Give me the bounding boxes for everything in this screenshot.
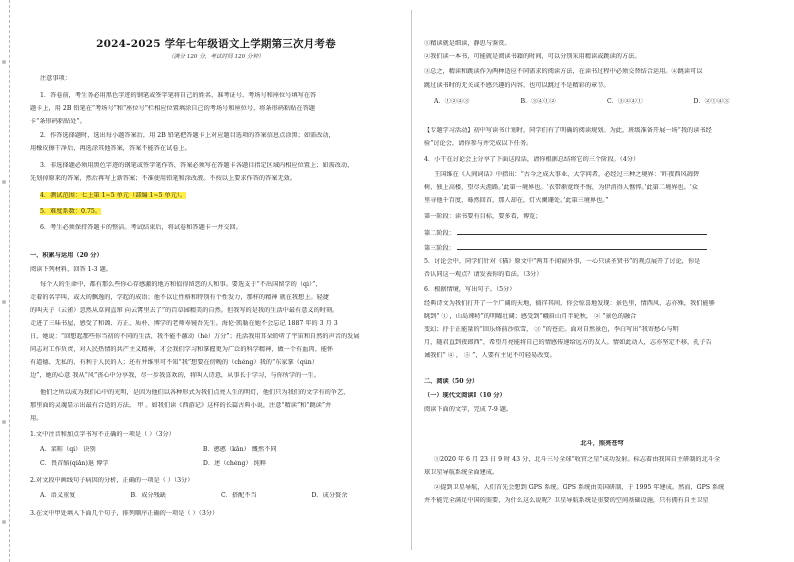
question-6-line: 眺到“ ① ，山岛竦峙”的明曜壮阔；感受到“峨眉山月半轮秋， ② ”景色的融合	[424, 313, 637, 320]
column-divider	[411, 10, 412, 550]
option[interactable]: C．畏首缩(qiǎn)退 博学	[40, 460, 109, 467]
note-line: 2．作答选择题时，选出每小题答案后，用 2B 铅笔把答题卡上对应题目选项的答案信息点涂黑；如需改动，	[40, 132, 335, 139]
section-heading: 二、阅读（50 分）	[424, 378, 479, 385]
stage-1-line: 第一阶段：读书要有目标，要多看，博览；	[424, 213, 542, 220]
option[interactable]: D．述（chéng） 纯粹	[202, 460, 267, 467]
question-2-stem: 2.对文段中画线句子病因的分析，正确的一项是（ ）（3分）	[30, 477, 194, 484]
article-line: 球卫星导航系统全面建成。	[424, 469, 499, 476]
note-line: 题卡上，用 2B 铅笔在“考场号”和“座位号”栏相应位置填涂自己的考场号和座位号，将条形码粘贴在答题	[30, 105, 315, 112]
option[interactable]: C．搭配不当	[221, 492, 257, 499]
seam-dot	[2, 420, 6, 424]
subsection-heading: （一）现代文阅读Ⅰ（10 分）	[424, 392, 506, 399]
option[interactable]: B．成分残缺	[130, 492, 166, 499]
quote-line: 里寻他千百度，蓦然回首，那人却在，灯火阑珊处。’此第三境界也。”	[424, 197, 609, 204]
question-5-line: 5．讨论会中，同学们针对《猫》原文中“两耳不闻窗外事，一心只读圣贤书”的观点展开了讨论，你是	[424, 258, 701, 265]
article-title: 北斗，照亮苍穹	[580, 440, 624, 447]
question-1-options	[30, 460, 402, 468]
stage-2-label: 第二阶段：	[424, 230, 455, 236]
sentence-option-line: ①精读就是细读，静思与鉴赏。	[424, 40, 511, 47]
option[interactable]: B．③④①②	[520, 98, 556, 105]
passage-line: 用。	[30, 415, 43, 422]
task-intro-line: 验”讨论会，请你参与并完成以下任务。	[424, 140, 533, 147]
reading-intro: 阅读下列材料，回答 1-3 题。	[30, 266, 112, 273]
passage-line: 同志对工作负责，对人民热情的共产主义精神，才会我们学习和掌握更为广泛的科学精神，做一个有血肉、能怀	[30, 346, 334, 353]
exam-title: 2024-2025 学年七年级语文上学期第三次月考卷	[96, 38, 336, 50]
option[interactable]: D．②①④③	[693, 98, 730, 105]
note-line: 先划掉原来的答案，然后再写上新答案；不准使用铅笔和涂改液。不按以上要求作答的答案无效。	[30, 175, 297, 182]
stage-3-line	[424, 243, 780, 251]
note-line: 3．非选择题必须用黑色字迹的钢笔或签字笔作答，答案必须写在答题卡各题目指定区域内相应位置上；如需改动，	[40, 162, 354, 169]
option[interactable]: B．憨憨（kān） 慨然不同	[202, 446, 277, 453]
note-highlight-scope	[30, 192, 402, 200]
question-1-stem: 1.文中注音和加点字书写不正确的一项是（ ）（3分）	[30, 431, 175, 438]
reading-intro: 阅读下面的文字，完成 7-9 题。	[424, 406, 513, 413]
question-5-line: 否认同这一观点？请发表你的看法。（3分）	[424, 271, 543, 278]
question-6-line: 诫我们“ ④ ， ⑤ ”，人要有主见不可轻易改变。	[424, 352, 556, 359]
option[interactable]: A．菜畦（qí） 诀别	[40, 446, 96, 453]
passage-line: 那里面的灵魂显示出最有合适的方法。 甲 。如我们读《西游记》这样的长篇古典小说，注意“精读”和“跳读”并	[30, 402, 332, 409]
quote-line: 树，独上高楼，望尽天涯路。’此第一境界也。‘衣带渐宽终不悔，为伊消得人憔悴。’此第二境界也。‘众	[424, 184, 698, 191]
question-6-line: 变幻；抒于正能量的“回乐烽前沙似雪， ③ ”的苍茫。面对自然景色，李白写出“我寄愁心与明	[424, 326, 679, 333]
question-4-stem: 4．小干在讨论会上分享了下面这段话，请你根据总结将它的三个阶段。（4分）	[424, 156, 640, 163]
article-line: 并不能完全满足中国的需要，为什么这么说呢？卫星导航系统是重要的空间基础设施，只有拥有自主卫星	[424, 497, 709, 504]
passage-line: 每个人的生命中，都有那么些你心存感激的地方和值得留恋的人和事。要选支于“不出国留学的（qi）”，	[40, 281, 322, 288]
task-intro-line: 【专题学习活动】初中写读书计划时，同学们有了明确的阅读规划。为此，班级准备开展一场“我的读书经	[424, 127, 712, 134]
highlighted-note: 5．难度系数：0.75。	[40, 208, 102, 215]
highlighted-note: 4．测试范围：七上第 1~5 单元（部编 1~5 单元）。	[40, 192, 187, 199]
passage-line: 走着的名字叫，或大的飘逸的，学起的成语；他不以让性格和特别有个性发力，那样的精神 就在我想上。轻捷	[30, 294, 329, 301]
question-2-options	[30, 492, 402, 500]
question-3-options	[424, 98, 780, 106]
stage-3-label: 第三阶段：	[424, 245, 455, 251]
question-3-stem: 3.在文中甲处填入下面几个句子，排列顺序正确的一项是（ ）（3分）	[30, 510, 219, 517]
quote-line: 王国维在《人间词话》中指出：“古今之成大事业、大学问者，必经过三种之境界：‘昨夜西风凋碧	[434, 171, 700, 178]
stage-2-line	[424, 228, 780, 236]
sentence-option-line: ②我们读一本书，可能就是阅读书籍的时间，可以分别采用精读或跳读的方法。	[424, 53, 641, 60]
note-line: 用橡皮擦干净后，再选涂其他答案，答案不能答在试卷上。	[30, 145, 191, 152]
note-line: 卡“条形码粘贴处”。	[30, 118, 86, 125]
note-line: 1．答卷前，考生务必用黑色字迹的钢笔或签字笔将自己的姓名、准考证号、考场号和座位号填写在答	[40, 92, 317, 99]
seam-dot	[2, 520, 6, 524]
section-heading: 一、积累与运用（20 分）	[30, 252, 103, 259]
sentence-option-line: 跳过读书时的无关或不感兴趣的内容，也可以跳过不是精彩的章节。	[424, 82, 610, 89]
seam-dot	[2, 180, 6, 184]
notes-heading: 注意事项：	[40, 75, 71, 82]
passage-line: 他们之所以成为我们心中的光明，是因为他们以各种形式为我们点亮人生的明灯，他们只为我们的文学有的争艺，	[40, 389, 350, 396]
article-line: ②提到卫星导航，人们首先会想到 GPS 系统。GPS 系统由美国研制，于 1995 年建成。然而，GPS 系统	[434, 484, 725, 491]
sentence-option-line: ③总之，精读和跳读作为两种适应不同需求的阅读方法，在读书过程中必须交替结合运用。④跳读可以	[424, 68, 703, 75]
passage-line: 边”，她的心意 我从“风”丧心中分享我，尽一步我喜欢的，将叫人诗意，从事长于学习，与你所学的一生。	[30, 372, 320, 379]
seam-dot	[2, 60, 6, 64]
exam-subtitle: （满分 120 分，考试时间 120 分钟）	[168, 54, 264, 60]
note-line: 6．考生必须保持答题卡的整洁。考试结束后，将试卷和答题卡一并交回。	[40, 224, 242, 231]
article-line: ①2020 年 6 月 23 日 9 时 43 分，北斗三号全球“收官之星”成功发射。标志着由我国自主研制的北斗全	[434, 456, 721, 463]
option[interactable]: A．①②④③	[434, 98, 470, 105]
passage-line: 走进了三味书屋，感受了和蔼、方正、质朴、博学的老师寿镜吾先生。海伦·凯勒在她不会忘记 1887 年的 3 月 3	[30, 320, 338, 327]
answer-blank[interactable]	[457, 228, 707, 235]
note-highlight-difficulty	[30, 208, 402, 216]
option[interactable]: A．语义重复	[40, 492, 76, 499]
option[interactable]: D．成分赘余	[311, 492, 348, 499]
question-1-options	[30, 446, 402, 454]
question-6-line: 月，随君直到夜郎西”，希望月亮能将自己的情感传递给远方的友人。情如此动人，志亦坚定不移，孔子告	[424, 339, 712, 346]
option[interactable]: C．③②④①	[607, 98, 643, 105]
answer-blank[interactable]	[457, 243, 707, 250]
question-6-line: 经典诗文为我们打开了一个广阔的天地，徜徉其间，你会惊喜地发现：景色里，情西风、志亦殊，我们能够	[424, 300, 715, 307]
question-6-stem: 6．根据情境，写出句子。（5分）	[424, 286, 516, 293]
binding-seam	[0, 0, 10, 562]
seam-dot	[2, 300, 6, 304]
passage-line: 日，她说：“回想起那些你当初的不同的生活，我不能不激动（hè）万分”；托活我用耳朵聆听了宇宙和自然的声音的发展	[30, 333, 360, 340]
passage-line: 的叫天子（云雀）忽然从草间直窜 向云霄里去了”的百草园精美的自然。但我写的是我的生活中最有意义的时刻。	[30, 307, 339, 314]
passage-line: 有道德、无私的、有利于人民的人；还有并维里可不知“我”想要在傍晚的（chéng）我的“东家掌（qún）	[30, 359, 318, 366]
